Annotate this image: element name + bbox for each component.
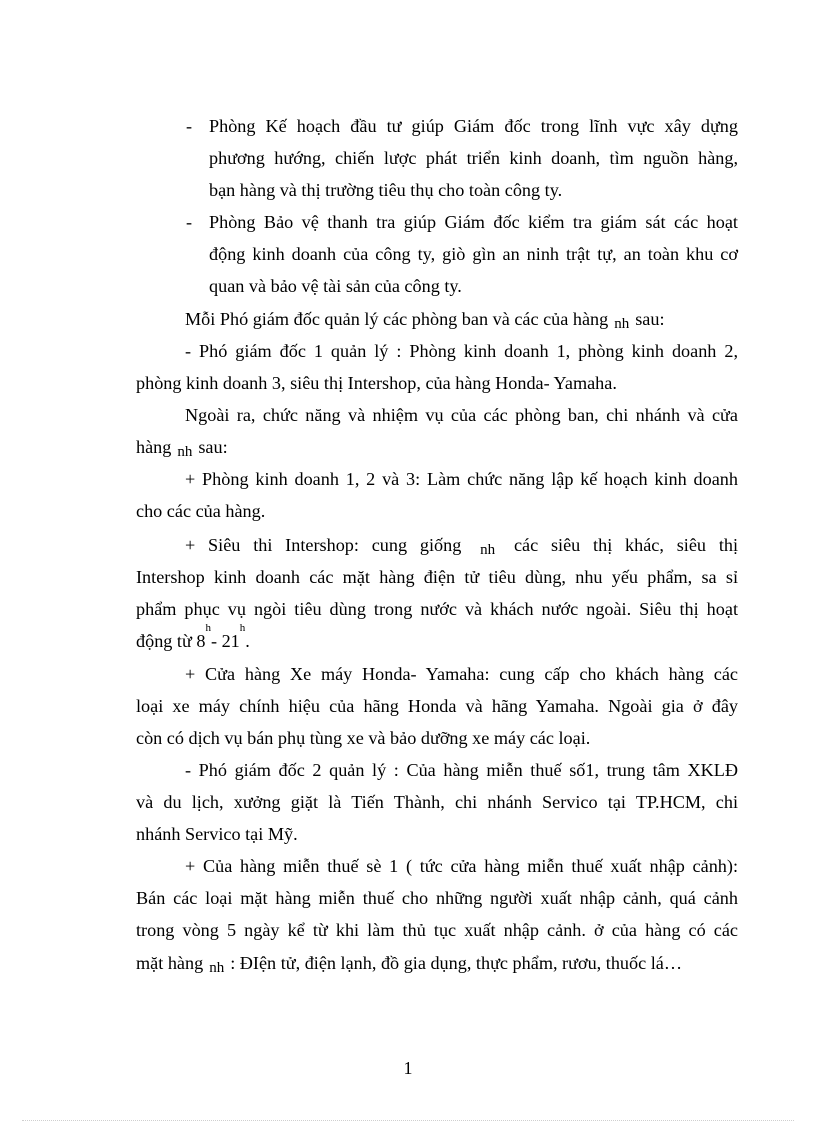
- bullet-1-line-1: Phòng Kế hoạch đầu tư giúp Giám đốc trong lĩnh vực xây dựng: [209, 116, 738, 136]
- paragraph-sieu-thi-line-3: phẩm phục vụ ngòi tiêu dùng trong nước và khách nước ngoài. Siêu thị hoạt: [136, 599, 738, 619]
- paragraph-pgd2-line-1: - Phó giám đốc 2 quản lý : Của hàng miễn thuế số1, trung tâm XKLĐ: [185, 760, 738, 780]
- bullet-dash: -: [186, 116, 193, 136]
- paragraph-mien-thue-line-2: Bán các loại mặt hàng miễn thuế cho những người xuất nhập cảnh, quá cảnh: [136, 888, 738, 908]
- nh-token: nh: [209, 960, 225, 976]
- paragraph-pgd2-line-3: nhánh Servico tại Mỹ.: [136, 824, 298, 844]
- paragraph-mien-thue-line-1: + Của hàng miễn thuế sè 1 ( tức cửa hàng miễn thuế xuất nhập cảnh):: [185, 856, 738, 876]
- bullet-1-line-3: bạn hàng và thị trường tiêu thụ cho toàn công ty.: [209, 180, 563, 200]
- paragraph-sieu-thi-line-4: động từ 8$^h$- 21$^h$.: [136, 622, 250, 651]
- paragraph-mien-thue-line-4: mặt hàng nh : ĐIện tử, điện lạnh, đồ gia dụng, thực phẩm, rươu, thuốc lá…: [136, 953, 683, 976]
- paragraph-ngoai-ra-line-2: hàng nh sau:: [136, 437, 228, 460]
- paragraph-pgd2-line-2: và du lịch, xưởng giặt là Tiến Thành, chi nhánh Servico tại TP.HCM, chi: [136, 792, 738, 812]
- nh-token: nh: [480, 542, 496, 558]
- bullet-2-line-3: quan và bảo vệ tài sản của công ty.: [209, 276, 462, 296]
- paragraph-xe-may-line-2: loại xe máy chính hiệu của hãng Honda và hãng Yamaha. Ngoài gia ở đây: [136, 696, 738, 716]
- paragraph-sieu-thi-line-1: + Siêu thi Intershop: cung giống nh các siêu thị khác, siêu thị: [185, 535, 739, 558]
- paragraph-phong-kinh-doanh-line-1: + Phòng kinh doanh 1, 2 và 3: Làm chức năng lập kế hoạch kinh doanh: [185, 469, 738, 489]
- nh-token: nh: [614, 316, 630, 332]
- nh-token: nh: [177, 444, 193, 460]
- paragraph-phong-kinh-doanh-line-2: cho các của hàng.: [136, 501, 266, 521]
- paragraph-sieu-thi-line-2: Intershop kinh doanh các mặt hàng điện tử tiêu dùng, nhu yếu phẩm, sa sỉ: [136, 567, 738, 587]
- paragraph-xe-may-line-3: còn có dịch vụ bán phụ tùng xe và bảo dưỡng xe máy các loại.: [136, 728, 591, 748]
- bullet-2-line-2: động kinh doanh của công ty, giò gìn an ninh trật tự, an toàn khu cơ: [209, 244, 738, 264]
- paragraph-pgd1-line-2: phòng kinh doanh 3, siêu thị Intershop, của hàng Honda- Yamaha.: [136, 373, 617, 393]
- paragraph-xe-may-line-1: + Cửa hàng Xe máy Honda- Yamaha: cung cấp cho khách hàng các: [185, 664, 738, 684]
- paragraph-pgd1-line-1: - Phó giám đốc 1 quản lý : Phòng kinh doanh 1, phòng kinh doanh 2,: [185, 341, 738, 361]
- paragraph-mien-thue-line-3: trong vòng 5 ngày kể từ khi làm thủ tục xuất nhập cảnh. ở của hàng có các: [136, 920, 738, 940]
- superscript-hour: h: [239, 622, 246, 634]
- paragraph-ngoai-ra-line-1: Ngoài ra, chức năng và nhiệm vụ của các phòng ban, chi nhánh và cửa: [185, 405, 738, 425]
- footer-divider: [22, 1120, 794, 1121]
- page-number: 1: [403, 1058, 413, 1078]
- paragraph-moi-pho-giam-doc: Mỗi Phó giám đốc quản lý các phòng ban và các của hàng nh sau:: [185, 309, 665, 332]
- bullet-1-line-2: phương hướng, chiến lược phát triển kinh doanh, tìm nguồn hàng,: [209, 148, 738, 168]
- superscript-hour: h: [205, 622, 211, 634]
- bullet-2-line-1: Phòng Bảo vệ thanh tra giúp Giám đốc kiểm tra giám sát các hoạt: [209, 212, 738, 232]
- bullet-dash: -: [186, 212, 193, 232]
